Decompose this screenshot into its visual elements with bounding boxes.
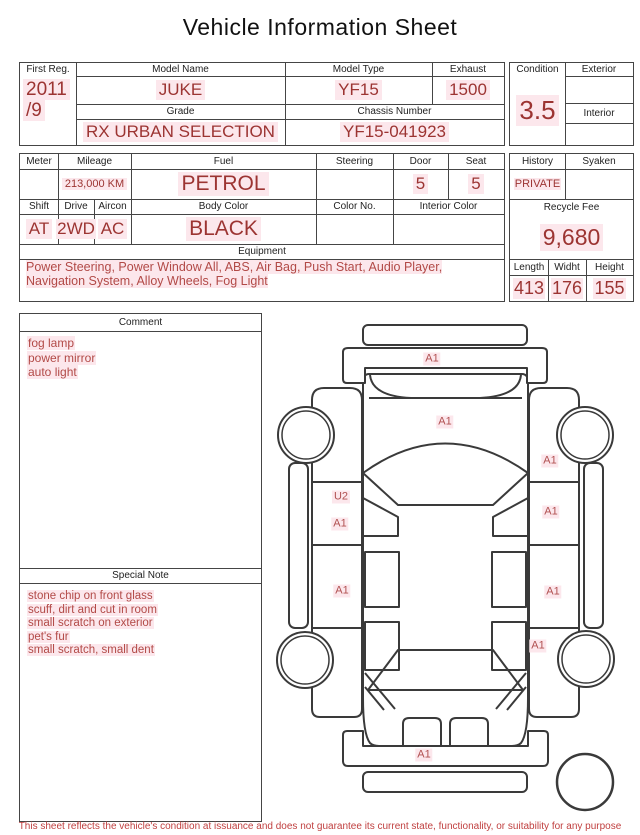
height-label: Height: [595, 261, 624, 273]
shift-value: AT: [20, 214, 58, 244]
model-type-label: Model Type: [332, 64, 385, 75]
exhaust-value: 1500: [432, 76, 504, 104]
history-label: History: [521, 156, 554, 167]
condition-table: [509, 62, 634, 146]
meter-label: Meter: [26, 156, 52, 167]
exterior-label: Exterior: [581, 64, 617, 75]
grade-value: RX URBAN SELECTION: [76, 119, 285, 145]
footer-disclaimer: This sheet reflects the vehicle's condition at issuance and does not guarantee its current state, functionality, or suitability for any purpose: [18, 821, 622, 832]
front-bumper-damage-label: A1: [425, 352, 439, 365]
drive-label: Drive: [64, 201, 88, 212]
exterior-value: [565, 76, 633, 103]
width-label: Widht: [554, 261, 580, 273]
recycle-fee-value: 9,680: [510, 215, 633, 259]
spec-table: [19, 153, 505, 302]
exhaust-label: Exhaust: [449, 64, 487, 75]
length-value: 413: [513, 277, 545, 298]
drive-value: 2WD: [57, 219, 95, 238]
body-color-label: Body Color: [198, 201, 249, 212]
right-rear-quarter-damage-label: A1: [531, 639, 545, 652]
condition-value: 3.5: [510, 76, 565, 145]
door-value: 5: [393, 169, 448, 199]
special-note-label: Special Note: [112, 570, 169, 581]
meter-value: [20, 169, 58, 199]
page-title: Vehicle Information Sheet: [182, 14, 458, 40]
color-no-value: [316, 214, 393, 244]
car-damage-diagram: [265, 310, 640, 820]
mileage-value: 213,000 KM: [58, 169, 131, 199]
syaken-label: Syaken: [582, 156, 616, 167]
grade-label: Grade: [166, 106, 195, 117]
left-rear-door-damage-label: A1: [335, 584, 349, 597]
width-value: 176: [551, 277, 583, 298]
history-table: [509, 153, 634, 302]
door-label: Door: [409, 156, 432, 167]
color-no-label: Color No.: [333, 201, 376, 212]
model-name-label: Model Name: [152, 64, 209, 75]
left-front-door-damage-label: A1: [333, 517, 347, 530]
interior-color-value: [393, 214, 504, 244]
chassis-number-label: Chassis Number: [357, 106, 432, 117]
recycle-fee-label: Recycle Fee: [543, 201, 600, 213]
fuel-label: Fuel: [213, 156, 234, 167]
aircon-value: AC: [94, 214, 131, 244]
shift-label: Shift: [28, 201, 49, 212]
chassis-number-value: YF15-041923: [285, 119, 504, 145]
right-rear-door-damage-label: A1: [546, 585, 560, 598]
model-type-value: YF15: [285, 76, 432, 104]
equipment-value: Power Steering, Power Window All, ABS, Air Bag, Push Start, Audio Player, Navigation System, Alloy Wheels, Fog Light: [26, 260, 443, 288]
history-value: PRIVATE: [514, 178, 561, 190]
fuel-value: PETROL: [131, 169, 316, 199]
hood-damage-label: A1: [438, 415, 452, 428]
left-front-fender-damage-label: U2: [333, 490, 349, 503]
equipment-label: Equipment: [238, 246, 286, 257]
damage-labels-layer: [265, 310, 640, 820]
condition-label: Condition: [516, 64, 559, 75]
rear-bumper-damage-label: A1: [417, 748, 431, 761]
special-note-lines: stone chip on front glass scuff, dirt and cut in room small scratch on exterior pet's fur small scratch, small dent: [28, 590, 157, 656]
main-info-table: [19, 62, 505, 146]
interior-value: [565, 123, 633, 145]
aircon-label: Aircon: [98, 201, 127, 212]
height-value: 155: [594, 277, 625, 298]
comment-lines: fog lamp power mirror auto light: [28, 336, 96, 379]
steering-value: [316, 169, 393, 199]
seat-value: 5: [448, 169, 504, 199]
length-label: Length: [513, 261, 545, 273]
steering-label: Steering: [335, 156, 374, 167]
right-front-door-damage-label: A1: [544, 505, 558, 518]
seat-label: Seat: [465, 156, 487, 167]
first-reg-value: 2011 /9: [23, 79, 70, 121]
mileage-label: Mileage: [76, 156, 113, 167]
right-front-fender-damage-label: A1: [543, 454, 557, 467]
interior-color-label: Interior Color: [419, 201, 478, 212]
first-reg-label: First Reg.: [26, 64, 70, 75]
comment-label: Comment: [118, 317, 163, 328]
comment-box: [19, 313, 262, 822]
interior-label: Interior: [583, 107, 615, 119]
model-name-value: JUKE: [76, 76, 285, 104]
body-color-value: BLACK: [131, 214, 316, 244]
syaken-value: [565, 169, 633, 199]
